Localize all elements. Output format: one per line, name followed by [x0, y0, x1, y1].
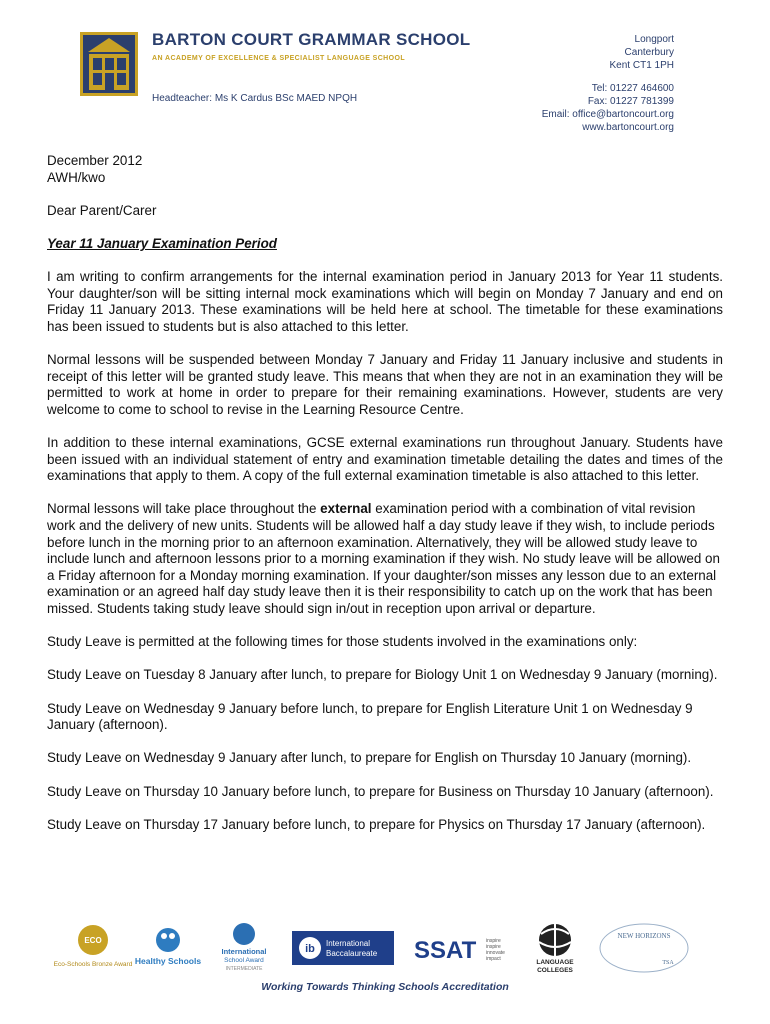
letter-heading: Year 11 January Examination Period: [47, 235, 277, 251]
study-leave-item: Study Leave on Tuesday 8 January after lunch, to prepare for Biology Unit 1 on Wednesday 9 January (morning).: [47, 667, 718, 683]
eco-logo-badge: ECO: [84, 936, 102, 945]
ssat-logo: [410, 920, 520, 978]
intl-logo-line1: International: [221, 947, 267, 956]
language-colleges-logo: [524, 920, 586, 978]
school-tagline: AN ACADEMY OF EXCELLENCE & SPECIALIST LANGUAGE SCHOOL: [152, 55, 405, 62]
salutation: Dear Parent/Carer: [47, 202, 157, 218]
language-logo-line2: COLLEGES: [537, 967, 573, 974]
ssat-tag-3: innovate: [486, 950, 505, 956]
paragraph-study-leave-intro: Study Leave is permitted at the following times for those students involved in the examinations only:: [47, 634, 638, 650]
school-crest-logo: [80, 32, 138, 96]
ssat-tag-4: impact: [486, 956, 501, 962]
nh-logo-line2: TSA: [662, 960, 674, 966]
paragraph-gcse-external: In addition to these internal examinations, GCSE external examinations run throughout January. Students have been issued with an individual statement of entry and examination timetable detailing the dates and times of the examinations that apply to them. A copy of the full external examination timetable is also attached to this letter.: [47, 435, 723, 484]
new-horizons-logo: [594, 920, 694, 978]
ssat-tag-2: inspire: [486, 944, 501, 950]
ssat-logo-label: SSAT: [414, 937, 477, 964]
intl-logo-line3: INTERMEDIATE: [225, 966, 263, 972]
website-link[interactable]: www.bartoncourt.org: [582, 122, 674, 133]
address-line: Longport: [634, 34, 674, 45]
svg-text:ib: ib: [305, 943, 315, 955]
fax: Fax: 01227 781399: [587, 96, 674, 107]
nh-logo-line1: NEW HORIZONS: [617, 932, 671, 940]
address-line: Canterbury: [624, 47, 674, 58]
paragraph-external-period: [47, 501, 723, 617]
study-leave-item: Study Leave on Wednesday 9 January after lunch, to prepare for English on Thursday 10 January (morning).: [47, 750, 692, 766]
school-contacts: [542, 82, 674, 134]
address-line: Kent CT1 1PH: [609, 60, 674, 71]
ib-logo-line2: Baccalaureate: [326, 949, 378, 958]
footer-accreditation-text: Working Towards Thinking Schools Accreditation: [261, 981, 509, 993]
study-leave-item: Study Leave on Wednesday 9 January before lunch, to prepare for English Literature Unit 1 on Wednesday 9 January (afternoon).: [47, 700, 693, 733]
language-logo-line1: LANGUAGE: [536, 959, 574, 966]
accreditation-logos: [53, 920, 698, 978]
telephone: Tel: 01227 464600: [591, 83, 674, 94]
ib-logo: [290, 920, 396, 978]
study-leave-item: Study Leave on Thursday 10 January before lunch, to prepare for Business on Thursday 10 January (afternoon).: [47, 783, 714, 799]
healthy-logo-label: Healthy Schools: [134, 956, 202, 966]
email-link[interactable]: Email: office@bartoncourt.org: [541, 109, 674, 120]
healthy-schools-logo: [128, 920, 208, 978]
paragraph-arrangements: I am writing to confirm arrangements for the internal examination period in January 2013 for Year 11 students. Your daughter/son will be sitting internal mock examinations which will begin on Monday 7 January and end on Friday 11 January 2013. These examinations will be held here at school. The timetable for these examinations has been issued to students but is also attached to this letter.: [47, 269, 723, 334]
text-span: examination period with a combination of vital revision work and the delivery of new units. Students will be allowed half a day study leave if they wish, to include periods before lunch in the morning prior to an afternoon examination. Alternatively, they will be allowed study leave to include lunch and afternoon lessons prior to a morning examination if they wish. No study leave will be allowed on a Friday afternoon for a Monday morning examination. If your daughter/son misses any lesson due to an external examination or an agreed half day study leave then it is their responsibility to catch up on the work that has been missed. Students taking study leave should sign in/out in reception upon arrival or departure.: [47, 501, 720, 617]
eco-schools-logo: [53, 920, 133, 978]
study-leave-item: Study Leave on Thursday 17 January before lunch, to prepare for Physics on Thursday 17 January (afternoon).: [47, 816, 706, 832]
ssat-tag-1: inspire: [486, 938, 501, 944]
letter-date: December 2012: [47, 153, 143, 168]
ib-logo-line1: International: [326, 939, 371, 948]
letter-reference: AWH/kwo: [47, 169, 106, 185]
school-name: BARTON COURT GRAMMAR SCHOOL: [152, 30, 471, 49]
paragraph-normal-lessons: Normal lessons will be suspended between Monday 7 January and Friday 11 January inclusive and students in receipt of this letter will be granted study leave. This means that when they are not in an examination they will be permitted to work at home in order to prepare for their remaining examinations. However, students are very welcome to come to school to revise in the Learning Resource Centre.: [47, 352, 723, 417]
headteacher-line: Headteacher: Ms K Cardus BSc MAED NPQH: [152, 93, 358, 104]
school-address: [610, 33, 674, 72]
international-school-award-logo: [208, 920, 280, 978]
bold-external: external: [320, 501, 372, 517]
intl-logo-line2: School Award: [224, 957, 264, 964]
letter-body: [47, 153, 723, 850]
eco-logo-label: Eco-Schools Bronze Award: [53, 961, 133, 968]
text-span: Normal lessons will take place throughout the: [47, 501, 321, 517]
